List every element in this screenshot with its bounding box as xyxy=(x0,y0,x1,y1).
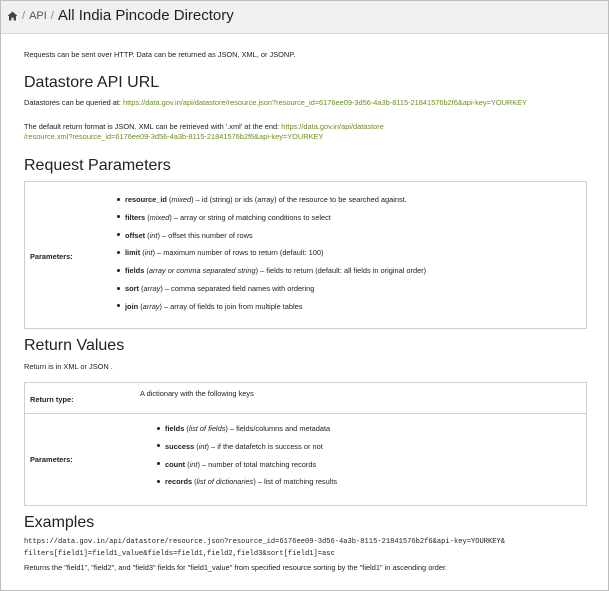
example-description: Returns the "field1", "field2", and "field3" fields for "field1_value" from specified resource sorting by the "field1" in ascending order. xyxy=(24,563,448,572)
breadcrumb-bar xyxy=(1,1,608,34)
datastore-query-prefix: Datastores can be queried at: xyxy=(24,98,124,107)
return-params-label: Parameters: xyxy=(30,455,73,464)
example-code-line-2: filters[field1]=field1_value&fields=field1,field2,field3&sort[field1]=asc xyxy=(24,550,335,558)
param-desc: – fields/columns and metadata xyxy=(227,424,331,433)
page-title: All India Pincode Directory xyxy=(57,7,234,24)
bullet-icon xyxy=(117,269,120,272)
param-name: fields xyxy=(165,424,185,433)
param-desc: – array or string of matching conditions to select xyxy=(171,212,331,222)
bullet-icon xyxy=(157,480,160,483)
param-name: count xyxy=(165,459,186,469)
param-item: filters (mixed) – array or string of matching conditions to select xyxy=(117,213,331,222)
params-label: Parameters: xyxy=(30,252,73,261)
bullet-icon xyxy=(117,287,120,290)
param-type: array xyxy=(142,301,160,311)
bullet-icon xyxy=(157,427,160,430)
param-desc: – fields to return (default: all fields in original order) xyxy=(258,266,427,276)
param-desc: – offset this number of rows xyxy=(159,230,253,240)
param-item: limit (int) – maximum number of rows to return (default: 100) xyxy=(117,248,323,257)
intro-text: Requests can be sent over HTTP. Data can be returned as JSON, XML, or JSONP. xyxy=(24,50,296,59)
datastore-xml-url-cont xyxy=(24,131,323,142)
param-type: mixed xyxy=(149,212,170,222)
return-values-panel xyxy=(24,382,587,506)
param-item: success (int) – if the datafetch is success or not xyxy=(157,442,323,451)
param-item: resource_id (mixed) – id (string) or ids (array) of the resource to be searched against. xyxy=(117,195,407,204)
request-params-panel xyxy=(24,181,587,329)
param-desc: – list of matching results xyxy=(255,477,338,487)
datastore-json-url-link[interactable]: https://data.gov.in/api/datastore/resource.json?resource_id=6176ee09-3d56-4a3b-8115-21841576b2f6&api-key=YOURKEY xyxy=(123,98,528,107)
param-desc: – id (string) or ids (array) of the resource to be searched against. xyxy=(193,195,407,204)
param-desc: – if the datafetch is success or not xyxy=(208,441,323,451)
param-name: sort xyxy=(125,284,139,293)
bullet-icon xyxy=(157,444,160,447)
example-code-line-1: https://data.gov.in/api/datastore/resource.json?resource_id=6176ee09-3d56-4a3b-8115-21841576b2f6&api-key=YOURKEY& xyxy=(24,538,506,546)
breadcrumb-api-link[interactable]: API xyxy=(29,9,47,22)
param-type: int xyxy=(149,230,158,240)
bullet-icon xyxy=(157,462,160,465)
param-type: int xyxy=(144,248,153,258)
examples-heading: Examples xyxy=(24,514,95,531)
datastore-query-line xyxy=(24,97,527,108)
bullet-icon xyxy=(117,233,120,236)
breadcrumb-separator: / xyxy=(50,9,54,22)
param-item: count (int) – number of total matching records xyxy=(157,460,316,469)
param-type: mixed xyxy=(171,195,192,204)
param-type: int xyxy=(198,441,207,451)
param-item: join (array) – array of fields to join from multiple tables xyxy=(117,302,302,311)
param-name: limit xyxy=(125,248,141,258)
datastore-default-prefix: The default return format is JSON. XML can be retrieved with '.xml' at the end: xyxy=(24,122,282,131)
return-values-note: Return is in XML or JSON . xyxy=(24,362,113,371)
param-desc: – maximum number of rows to return (default: 100) xyxy=(155,248,324,258)
table-divider xyxy=(25,413,586,414)
return-type-label: Return type: xyxy=(30,395,74,404)
param-item: fields (list of fields) – fields/columns and metadata xyxy=(157,424,330,433)
param-item: records (list of dictionaries) – list of matching results xyxy=(157,477,337,486)
home-icon[interactable] xyxy=(7,11,18,21)
bullet-icon xyxy=(117,198,120,201)
bullet-icon xyxy=(117,215,120,218)
param-type: array or comma separated string xyxy=(148,266,256,276)
request-params-heading: Request Parameters xyxy=(24,157,171,174)
param-name: offset xyxy=(125,230,146,240)
param-desc: – comma separated field names with ordering xyxy=(162,284,315,293)
datastore-xml-url-link-cont[interactable]: /resource.xml?resource_id=6176ee09-3d56-4a3b-8115-21841576b2f6&api-key=YOURKEY xyxy=(24,132,324,141)
param-name: fields xyxy=(125,266,145,276)
param-name: resource_id xyxy=(125,195,167,204)
datastore-heading: Datastore API URL xyxy=(24,74,160,91)
param-type: array xyxy=(143,284,161,293)
return-values-heading: Return Values xyxy=(24,337,125,354)
param-desc: – array of fields to join from multiple tables xyxy=(161,301,303,311)
param-type: list of fields xyxy=(188,424,226,433)
param-type: list of dictionaries xyxy=(196,477,254,487)
param-name: join xyxy=(125,301,139,311)
param-type: int xyxy=(189,459,198,469)
param-name: records xyxy=(165,477,193,487)
param-name: filters xyxy=(125,212,146,222)
datastore-xml-url-link[interactable]: https://data.gov.in/api/datastore xyxy=(281,122,384,131)
return-type-value: A dictionary with the following keys xyxy=(140,389,254,398)
param-name: success xyxy=(165,441,195,451)
param-item: sort (array) – comma separated field names with ordering xyxy=(117,284,314,293)
bullet-icon xyxy=(117,304,120,307)
param-desc: – number of total matching records xyxy=(199,459,317,469)
bullet-icon xyxy=(117,251,120,254)
param-item: fields (array or comma separated string) – fields to return (default: all fields in original order) xyxy=(117,266,426,275)
breadcrumb-separator: / xyxy=(22,9,26,22)
breadcrumb xyxy=(7,7,234,24)
param-item: offset (int) – offset this number of rows xyxy=(117,231,253,240)
